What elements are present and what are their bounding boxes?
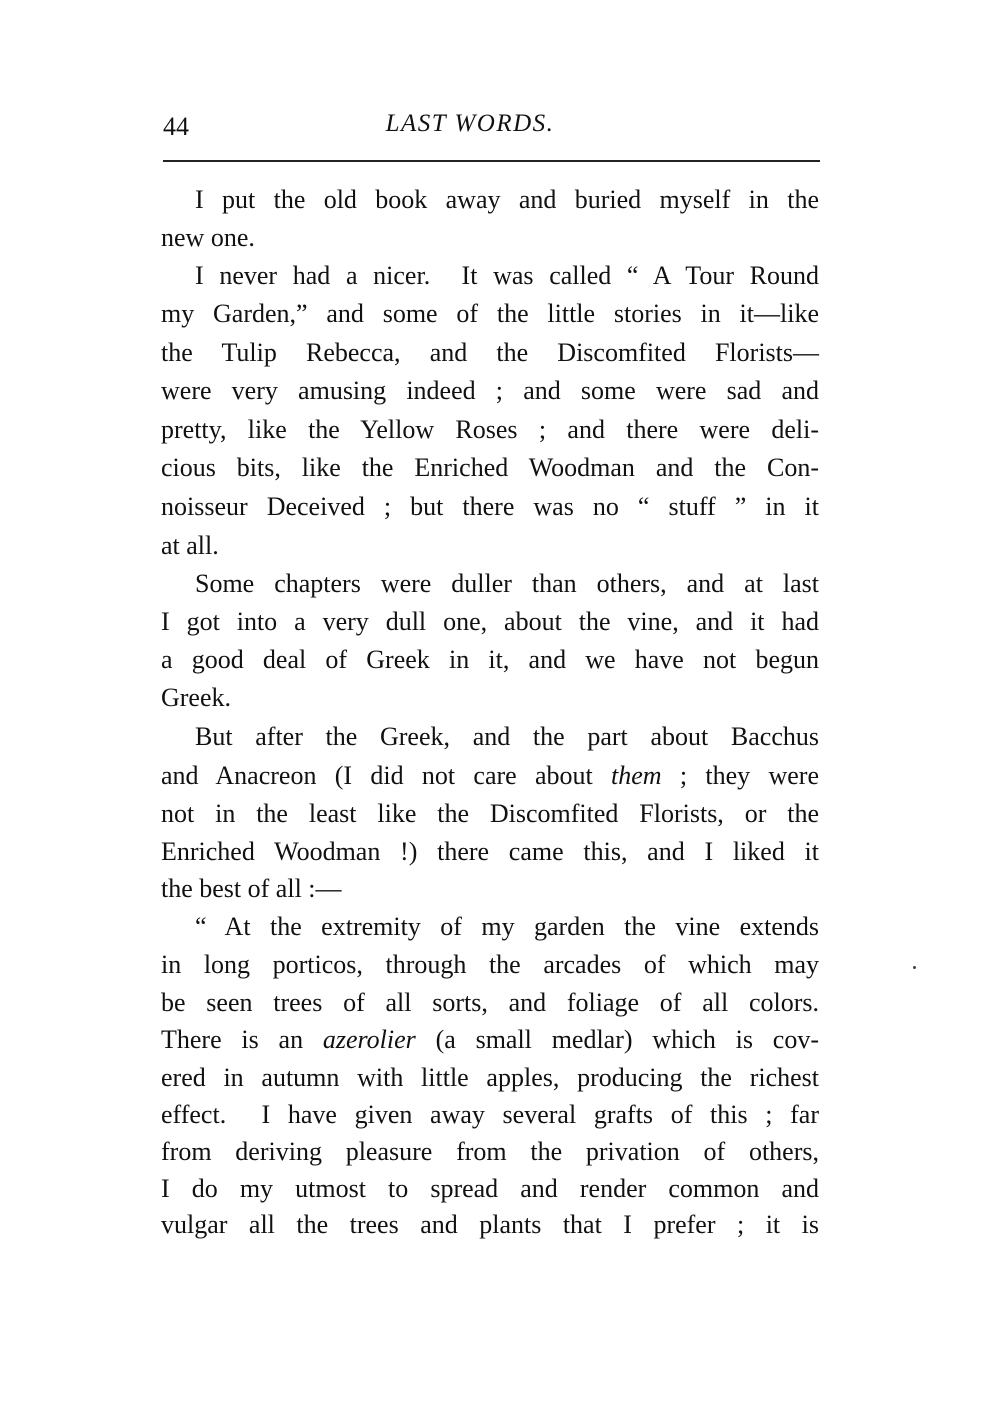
italic-text: azerolier [322, 1025, 416, 1054]
text-line [161, 984, 819, 1022]
text-segment: pretty, like the Yellow Roses ; and there were deli- [161, 415, 819, 444]
italic-text: them [611, 761, 662, 790]
text-segment: ered in autumn with little apples, producing the richest [161, 1063, 819, 1092]
text-segment: be seen trees of all sorts, and foliage of all colors. [161, 988, 819, 1017]
text-segment: I never had a nicer. It was called “ A Tour Round [195, 261, 819, 290]
text-line [161, 833, 819, 871]
text-segment: But after the Greek, and the part about Bacchus [195, 722, 819, 751]
text-segment: “ At the extremity of my garden the vine extends [195, 912, 819, 941]
text-line [161, 757, 819, 795]
text-line [161, 946, 819, 984]
text-segment: Greek. [161, 683, 232, 712]
text-line [195, 181, 819, 219]
text-line [161, 449, 819, 487]
text-segment: effect. I have given away several grafts of this ; far [161, 1100, 819, 1129]
text-segment: new one. [161, 223, 255, 252]
text-segment: vulgar all the trees and plants that I prefer ; it is [161, 1210, 819, 1239]
text-line [161, 679, 819, 717]
text-segment: in long porticos, through the arcades of which may [161, 950, 819, 979]
text-segment: my Garden,” and some of the little stories in it—like [161, 299, 819, 328]
text-line [161, 411, 819, 449]
text-line [161, 795, 819, 833]
text-line [161, 488, 819, 526]
header-rule [163, 160, 820, 162]
text-segment: cious bits, like the Enriched Woodman and the Con- [161, 453, 819, 482]
text-segment: noisseur Deceived ; but there was no “ stuff ” in it [161, 492, 819, 521]
page-number: 44 [163, 112, 189, 141]
text-segment: Enriched Woodman !) there came this, and I liked it [161, 837, 819, 866]
text-line [161, 870, 819, 908]
text-line [161, 1059, 819, 1097]
text-line [161, 372, 819, 410]
text-line [161, 334, 819, 372]
text-line [161, 1206, 819, 1244]
text-segment: ; they were [661, 761, 819, 790]
text-segment: I put the old book away and buried myself in the [195, 185, 819, 214]
text-segment: the best of all :— [161, 874, 342, 903]
text-segment: I got into a very dull one, about the vine, and it had [161, 607, 819, 636]
text-segment: were very amusing indeed ; and some were sad and [161, 376, 819, 405]
text-line [161, 527, 819, 565]
text-segment: not in the least like the Discomfited Florists, or the [161, 799, 819, 828]
text-line [161, 219, 819, 257]
text-line [161, 1096, 819, 1134]
text-segment: I do my utmost to spread and render common and [161, 1174, 819, 1203]
text-line [161, 1021, 819, 1059]
text-segment: Some chapters were duller than others, and at last [195, 569, 819, 598]
running-title-text: LAST WORDS. [385, 110, 555, 137]
text-line [161, 603, 819, 641]
text-line [161, 641, 819, 679]
text-line [195, 565, 819, 603]
text-line [195, 908, 819, 946]
text-segment: There is an [161, 1025, 323, 1054]
text-segment: the Tulip Rebecca, and the Discomfited Florists— [161, 338, 819, 367]
scan-speck [913, 966, 916, 969]
text-line [161, 1133, 819, 1171]
text-segment: (a small medlar) which is cov- [415, 1025, 819, 1054]
running-title [0, 110, 1000, 138]
text-line [161, 1170, 819, 1208]
text-segment: at all. [161, 531, 219, 560]
text-segment: from deriving pleasure from the privation of others, [161, 1137, 819, 1166]
text-line [161, 295, 819, 333]
text-segment: and Anacreon (I did not care about [161, 761, 612, 790]
text-line [195, 257, 819, 295]
text-segment: a good deal of Greek in it, and we have not begun [161, 645, 819, 674]
text-line [195, 718, 819, 756]
